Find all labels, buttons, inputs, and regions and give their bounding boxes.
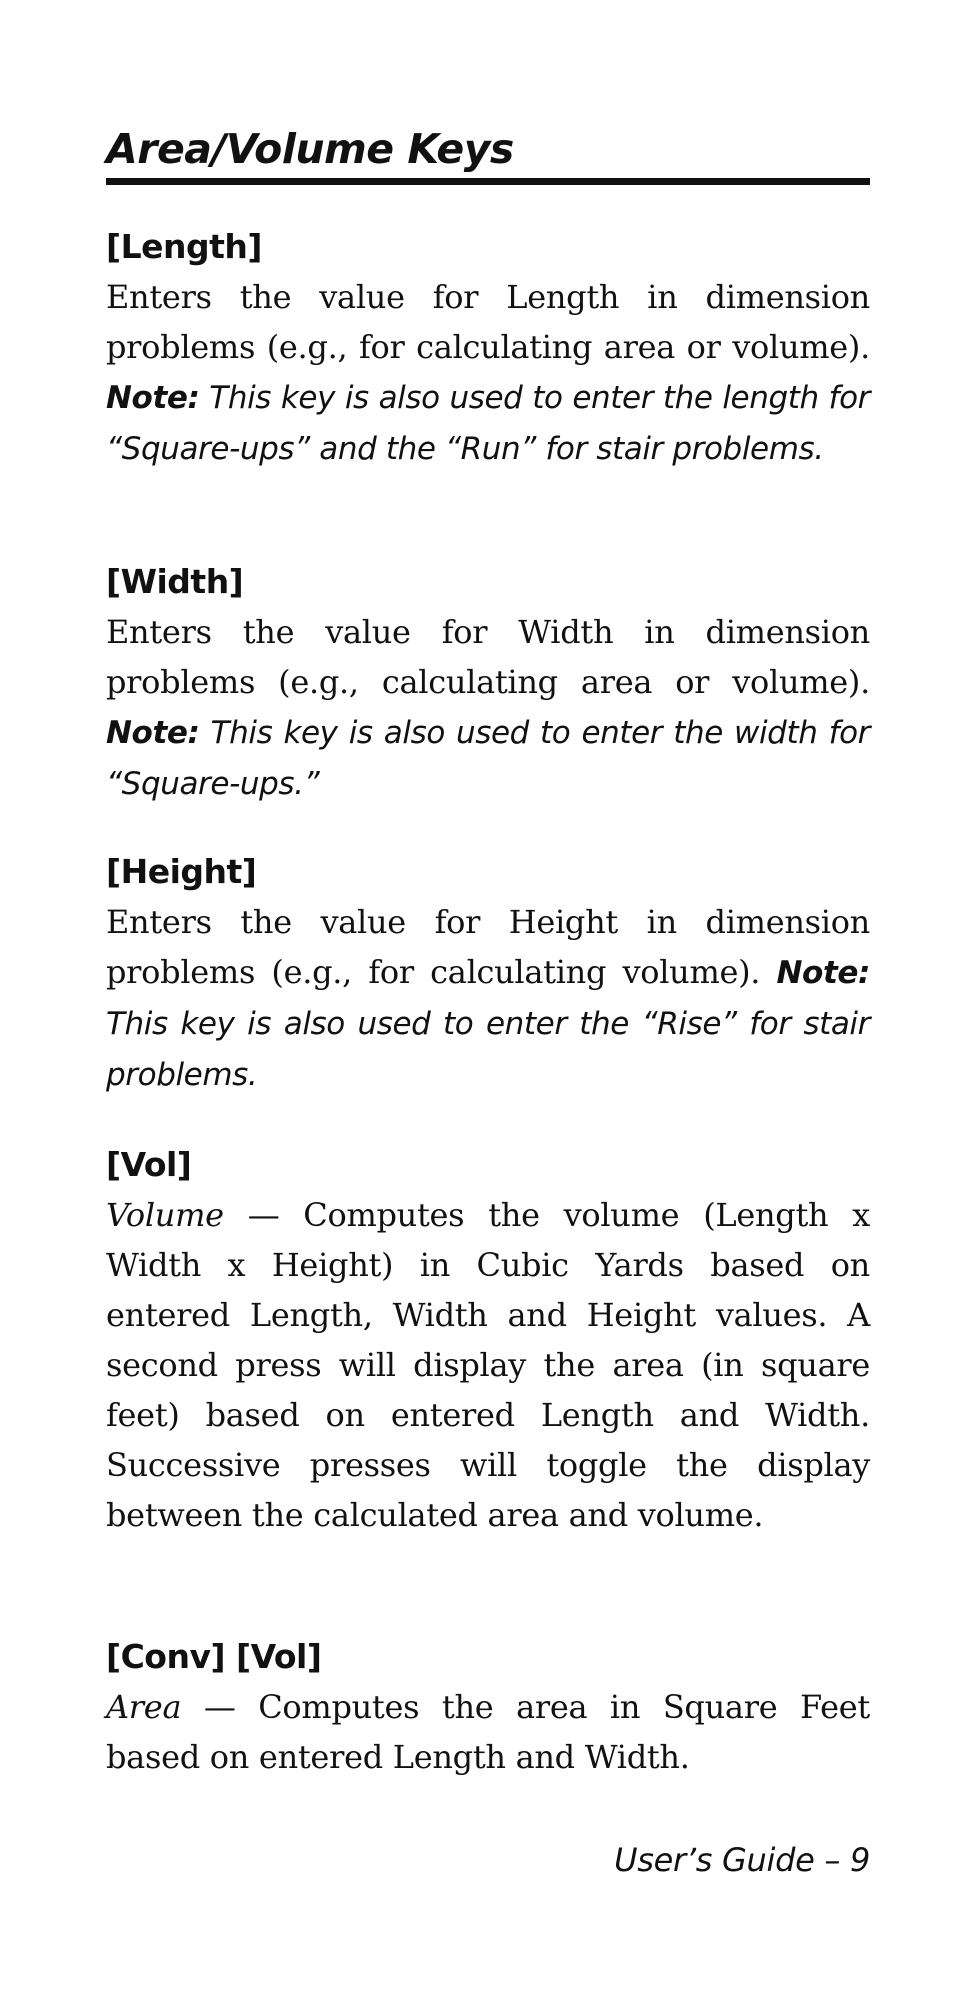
description-text: Enters the value for Height in dimension problems (e.g., for calculating volume). [106,903,870,991]
key-entry-conv-vol [106,1632,870,1782]
key-description [106,1190,870,1540]
term: Volume [106,1196,224,1234]
description-text: — Computes the volume (Length x Width x Height) in Cubic Yards based on entered Length, Width and Height values. A second press will display the area (in square feet) based on entered Length and Width. Successive presses will toggle the display between the calculated area and volume. [106,1196,871,1534]
key-label: [Vol] [106,1145,192,1184]
description-text: Enters the value for Length in dimension problems (e.g., for calculating area or volume). [106,278,870,366]
note [106,715,870,802]
term: Area [106,1688,182,1726]
key-entry-width [106,557,870,809]
key-label: [Width] [106,562,244,601]
note-label: Note: [106,380,200,416]
note-text: This key is also used to enter the length for “Square-ups” and the “Run” for stair problems. [106,380,870,467]
key-label: [Conv] [Vol] [106,1637,322,1676]
key-description [106,272,870,474]
key-entry-vol [106,1140,870,1540]
key-label: [Length] [106,227,262,266]
note [106,380,870,467]
note-label: Note: [106,715,200,751]
key-label: [Height] [106,852,257,891]
note-text: This key is also used to enter the “Rise” for stair problems. [106,1006,870,1093]
key-entry-length [106,222,870,474]
key-description [106,897,870,1100]
page-footer: User’s Guide – 9 [614,1841,870,1879]
note-label: Note: [776,955,870,991]
section-header [106,112,870,185]
key-description [106,607,870,809]
note-text: This key is also used to enter the width for “Square-ups.” [106,715,870,802]
description-text: Enters the value for Width in dimension problems (e.g., calculating area or volume). [106,613,870,701]
key-description [106,1682,870,1782]
key-entry-height [106,847,870,1100]
section-title: Area/Volume Keys [106,125,514,173]
description-text: — Computes the area in Square Feet based on entered Length and Width. [106,1688,870,1776]
